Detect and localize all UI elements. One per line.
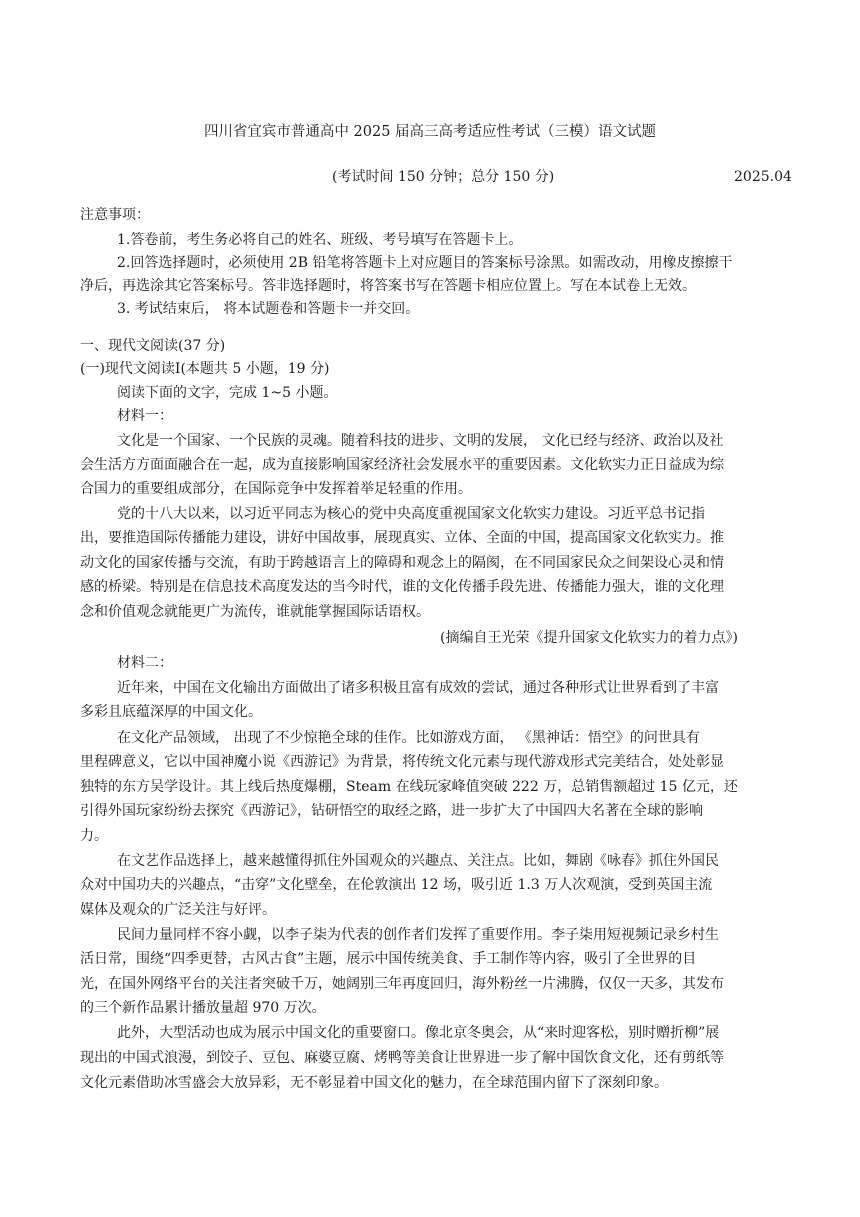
subsection-heading: (一)现代文阅读Ⅰ(本题共 5 小题，19 分)	[80, 361, 330, 377]
material-one-line: 会生活方方面面融合在一起，成为直接影响国家经济社会发展水平的重要因素。文化软实力正日益成为综	[80, 457, 724, 473]
material-one-label: 材料一：	[117, 408, 173, 424]
material-one-line: 出，要推造国际传播能力建设，讲好中国故事，展现真实、立体、全面的中国，提高国家文化软实力。推	[80, 530, 724, 546]
material-two-line: 里程碑意义，它以中国神魔小说《西游记》为背景，将传统文化元素与现代游戏形式完美结合，处处彰显	[80, 754, 724, 770]
material-two-line: 引得外国玩家纷纷去探究《西游记》，钻研悟空的取经之路，进一步扩大了中国四大名著在全球的影响	[80, 803, 703, 819]
material-two-line: 众对中国功夫的兴趣点，“击穿”文化壁垒，在伦敦演出 12 场，吸引近 1.3 万人次观演，受到英国主流	[80, 877, 713, 893]
material-two-line: 力。	[80, 828, 108, 844]
exam-time-info: (考试时间 150 分钟；总分 150 分)	[332, 169, 555, 185]
material-one-line: 动文化的国家传播与交流，有助于跨越语言上的障碍和观念上的隔阂，在不同国家民众之间架设心灵和情	[80, 555, 724, 571]
material-one-source: (摘编自王光荣《提升国家文化软实力的着力点》)	[440, 630, 738, 646]
material-two-line: 活日常，围绕“四季更替，古风古食”主题，展示中国传统美食、手工制作等内容，吸引了全世界的目	[80, 951, 697, 967]
material-one-line: 合国力的重要组成部分，在国际竞争中发挥着举足轻重的作用。	[80, 481, 472, 497]
notice-line: 2.回答选择题时，必须使用 2B 铅笔将答题卡上对应题目的答案标号涂黑。如需改动，用橡皮擦擦干	[117, 255, 733, 271]
exam-date: 2025.04	[734, 169, 792, 185]
material-two-line: 在文化产品领域， 出现了不少惊艳全球的佳作。比如游戏方面， 《黑神话：悟空》的问世具有	[117, 730, 700, 746]
material-two-line: 民间力量同样不容小觑，以李子柒为代表的创作者们发挥了重要作用。李子柒用短视频记录乡村生	[117, 927, 719, 943]
material-two-line: 近年来，中国在文化输出方面做出了诸多积极且富有成效的尝试，通过各种形式让世界看到了丰富	[117, 680, 719, 696]
material-one-line: 感的桥梁。特别是在信息技术高度发达的当今时代，谁的文化传播手段先进、传播能力强大，谁的文化理	[80, 579, 724, 595]
material-one-line: 文化是一个国家、一个民族的灵魂。随着科技的进步、文明的发展， 文化已经与经济、政治以及社	[117, 433, 724, 449]
reading-instruction: 阅读下面的文字，完成 1~5 小题。	[117, 385, 338, 401]
material-two-line: 媒体及观众的广泛关注与好评。	[80, 902, 276, 918]
section-heading: 一、现代文阅读(37 分)	[80, 338, 226, 354]
material-two-label: 材料二：	[117, 655, 173, 671]
material-two-line: 的三个新作品累计播放量超 970 万次。	[80, 1000, 326, 1016]
material-two-line: 独特的东方吴学设计。其上线后热度爆棚，Steam 在线玩家峰值突破 222 万，总销售额超过 15 亿元，还	[80, 779, 738, 795]
material-one-line: 念和价值观念就能更广为流传，谁就能掌握国际话语权。	[80, 604, 430, 620]
notice-line: 净后，再选涂其它答案标号。答非选择题时，将答案书写在答题卡相应位置上。写在本试卷上无效。	[80, 278, 696, 294]
material-one-line: 党的十八大以来，以习近平同志为核心的党中央高度重视国家文化软实力建设。习近平总书记指	[117, 506, 705, 522]
notice-line: 1.答卷前，考生务必将自己的姓名、班级、考号填写在答题卡上。	[117, 232, 523, 248]
exam-title: 四川省宜宾市普通高中 2025 届高三高考适应性考试（三模）语文试题	[203, 124, 657, 140]
material-two-line: 文化元素借助冰雪盛会大放异彩，无不彰显着中国文化的魅力，在全球范围内留下了深刻印象。	[80, 1075, 668, 1091]
material-two-line: 多彩且底蕴深厚的中国文化。	[80, 704, 262, 720]
material-two-line: 在文艺作品选择上，越来越懂得抓住外国观众的兴趣点、关注点。比如，舞剧《咏春》抓住外国民	[117, 853, 719, 869]
material-two-line: 光，在国外网络平台的关注者突破千万，她阔别三年再度回归，海外粉丝一片沸腾，仅仅一天多，其发布	[80, 976, 724, 992]
material-two-line: 此外，大型活动也成为展示中国文化的重要窗口。像北京冬奥会，从“来时迎客松，别时赠折柳”展	[117, 1025, 720, 1041]
notice-line: 3. 考试结束后， 将本试题卷和答题卡一并交回。	[117, 301, 420, 317]
material-two-line: 现出的中国式浪漫，到饺子、豆包、麻婆豆腐、烤鸭等美食让世界进一步了解中国饮食文化，还有剪纸等	[80, 1050, 724, 1066]
notice-heading: 注意事项：	[80, 207, 150, 223]
